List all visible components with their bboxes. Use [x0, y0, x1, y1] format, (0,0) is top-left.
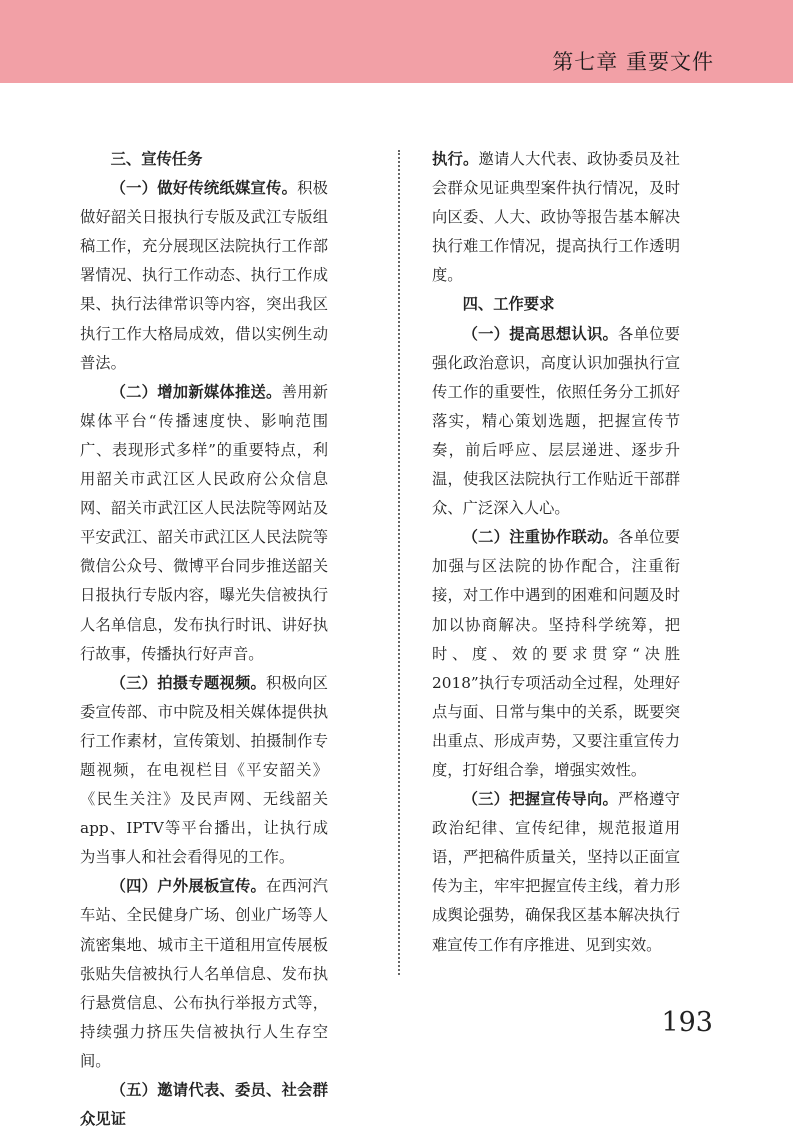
paragraph-traditional-media — [80, 174, 328, 378]
paragraph-body: 善用新媒体平台“传播速度快、影响范围广、表现形式多样”的重要特点，利用韶关市武江区人民政府公众信息网、韶关市武江区人民法院等网站及平安武江、韶关市武江区人民法院等微信公众号、微博平台同步推送韶关日报执行专版内容，曝光失信被执行人名单信息，发布执行时讯、讲好执行故事，传播执行好声音。 — [80, 382, 328, 663]
paragraph-lead: （三）拍摄专题视频。 — [110, 673, 267, 692]
column-divider — [398, 150, 400, 975]
page-number: 193 — [661, 1007, 713, 1038]
paragraph-lead: （二）注重协作联动。 — [462, 528, 619, 547]
paragraph-body: 积极做好韶关日报执行专版及武江专版组稿工作，充分展现区法院执行工作部署情况、执行工作动态、执行工作成果、执行法律常识等内容，突出我区执行工作大格局成效，借以实例生动普法。 — [80, 179, 328, 372]
paragraph-invite-witnesses-continued — [432, 145, 680, 290]
paragraph-lead: 执行。 — [432, 150, 479, 168]
paragraph-lead: （三）把握宣传导向。 — [462, 790, 619, 809]
paragraph-outdoor-boards — [80, 872, 328, 1076]
paragraph-body: 在西河汽车站、全民健身广场、创业广场等人流密集地、城市主干道租用宣传展板张贴失信被执行人名单信息、发布执行悬赏信息、公布执行举报方式等，持续强力挤压失信被执行人生存空间。 — [80, 877, 328, 1070]
chapter-title: 第七章 重要文件 — [552, 50, 714, 74]
paragraph-body: 严格遵守政治纪律、宣传纪律，规范报道用语，严把稿件质量关，坚持以正面宣传为主，牢牢把握宣传主线，着力形成舆论强势，确保我区基本解决执行难宣传工作有序推进、见到实效。 — [432, 790, 680, 954]
paragraph-lead: （一）做好传统纸媒宣传。 — [110, 179, 298, 198]
right-column — [432, 145, 680, 960]
paragraph-lead: （四）户外展板宣传。 — [110, 877, 267, 896]
paragraph-lead: （五）邀请代表、委员、社会群众见证 — [80, 1081, 328, 1129]
section-heading-work-requirements: 四、工作要求 — [462, 295, 555, 314]
paragraph-raise-awareness — [432, 320, 680, 524]
paragraph-lead: （一）提高思想认识。 — [462, 324, 619, 343]
paragraph-coordination — [432, 523, 680, 785]
paragraph-body: 积极向区委宣传部、市中院及相关媒体提供执行工作素材，宣传策划、拍摄制作专题视频，在电视栏目《平安韶关》《民生关注》及民声网、无线韶关app、IPTV等平台播出，让执行成为当事人和社会看得见的工作。 — [80, 673, 328, 867]
paragraph-special-video — [80, 669, 328, 873]
paragraph-body: 各单位要强化政治意识，高度认识加强执行宣传工作的重要性，依照任务分工抓好落实，精心策划选题，把握宣传节奏，前后呼应、层层递进、逐步升温，使我区法院执行工作贴近干部群众、广泛深入人心。 — [432, 324, 680, 518]
paragraph-lead: （二）增加新媒体推送。 — [110, 382, 282, 401]
paragraph-publicity-direction — [432, 785, 680, 960]
paragraph-body: 各单位要加强与区法院的协作配合，注重衔接，对工作中遇到的困难和问题及时加以协商解决。坚持科学统筹，把时、度、效的要求贯穿“决胜2018”执行专项活动全过程，处理好点与面、日常与集中的关系，既要突出重点、形成声势，又要注重宣传力度，打好组合拳，增强实效性。 — [432, 528, 680, 779]
paragraph-invite-witnesses-start — [80, 1076, 328, 1134]
paragraph-new-media — [80, 378, 328, 669]
left-column — [80, 145, 328, 1134]
chapter-header-band — [0, 0, 793, 83]
paragraph-body: 邀请人大代表、政协委员及社会群众见证典型案件执行情况，及时向区委、人大、政协等报告基本解决执行难工作情况，提高执行工作透明度。 — [432, 150, 680, 285]
section-heading-publicity-tasks: 三、宣传任务 — [110, 150, 203, 168]
